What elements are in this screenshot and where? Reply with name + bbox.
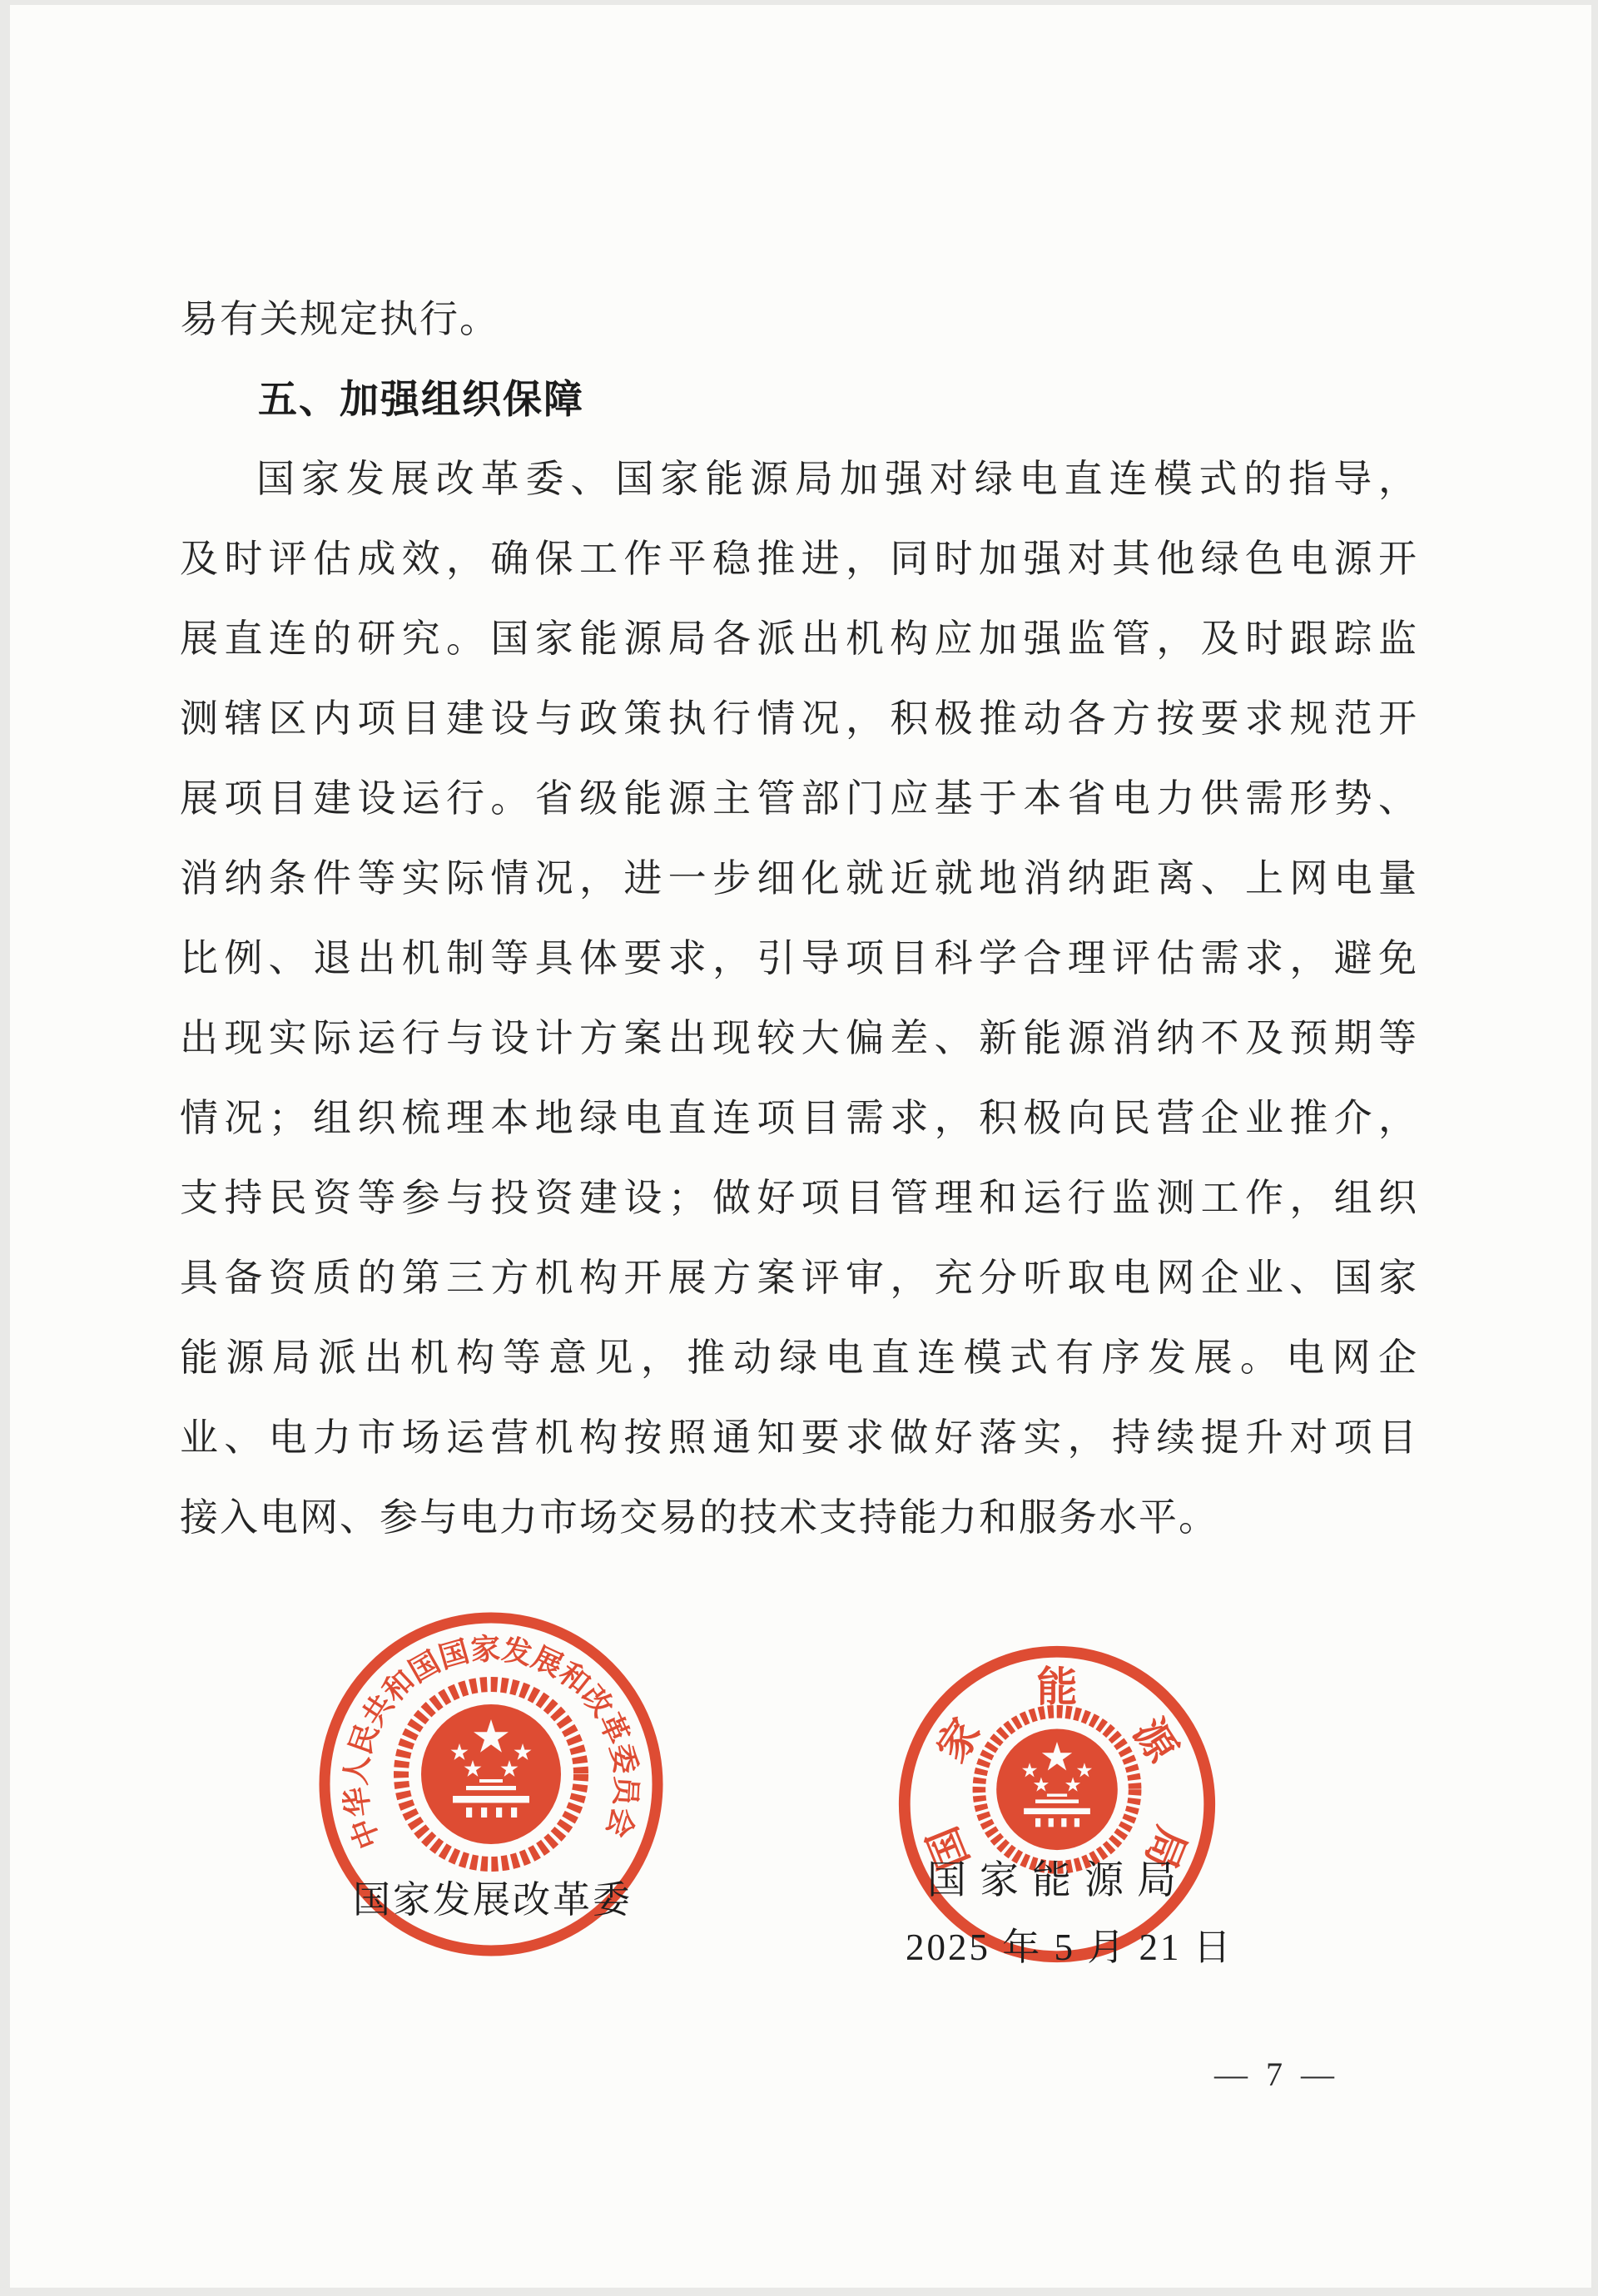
paragraph-line: 能源局派出机构等意见，推动绿电直连模式有序发展。电网企 xyxy=(180,1336,1417,1379)
paragraph-line: 接入电网、参与电力市场交易的技术支持能力和服务水平。 xyxy=(180,1496,1218,1539)
paragraph-line: 展直连的研究。国家能源局各派出机构应加强监管，及时跟踪监 xyxy=(180,617,1417,660)
page-number: — 7 — xyxy=(1214,2055,1339,2093)
svg-text:源: 源 xyxy=(1124,1710,1186,1771)
paragraph-line: 业、电力市场运营机构按照通知要求做好落实，持续提升对项目 xyxy=(180,1416,1417,1459)
seal-ring-text: 中华人民共和国国家发展和改革委员会 xyxy=(339,1632,643,1853)
paragraph-line: 及时评估成效，确保工作平稳推进，同时加强对其他绿色电源开 xyxy=(180,538,1417,580)
nea-signature-text: 国家能源局 xyxy=(927,1859,1189,1902)
svg-text:国: 国 xyxy=(919,1820,978,1876)
paragraph-line: 具备资质的第三方机构开展方案评审，充分听取电网企业、国家 xyxy=(180,1257,1417,1299)
paragraph-line: 消纳条件等实际情况，进一步细化就近就地消纳距离、上网电量 xyxy=(180,857,1417,900)
ndrc-signature-text: 国家发展改革委 xyxy=(353,1879,633,1921)
paragraph-line: 国家发展改革委、国家能源局加强对绿电直连模式的指导， xyxy=(256,458,1417,500)
paragraph-line: 展项目建设运行。省级能源主管部门应基于本省电力供需形势、 xyxy=(180,777,1417,820)
svg-text:局: 局 xyxy=(1136,1820,1195,1876)
svg-text:能: 能 xyxy=(1036,1664,1078,1710)
paragraph-line: 比例、退出机制等具体要求，引导项目科学合理评估需求，避免 xyxy=(180,937,1417,979)
continuation-line: 易有关规定执行。 xyxy=(180,298,499,340)
paragraph-line: 情况；组织梳理本地绿电直连项目需求，积极向民营企业推介， xyxy=(180,1097,1417,1139)
section-heading: 五、加强组织保障 xyxy=(258,377,584,421)
paragraph-line: 支持民资等参与投资建设；做好项目管理和运行监测工作，组织 xyxy=(180,1177,1417,1219)
svg-text:家: 家 xyxy=(928,1710,990,1771)
national-emblem-icon xyxy=(401,1684,581,1864)
body-text xyxy=(180,280,1417,1558)
paragraph-line: 出现实际运行与设计方案出现较大偏差、新能源消纳不及预期等 xyxy=(180,1017,1417,1059)
issue-date: 2025 年 5 月 21 日 xyxy=(906,1927,1233,1968)
paragraph-line: 测辖区内项目建设与政策执行情况，积极推动各方按要求规范开 xyxy=(180,697,1417,740)
national-emblem-icon xyxy=(979,1712,1134,1867)
document-page xyxy=(10,5,1591,2288)
